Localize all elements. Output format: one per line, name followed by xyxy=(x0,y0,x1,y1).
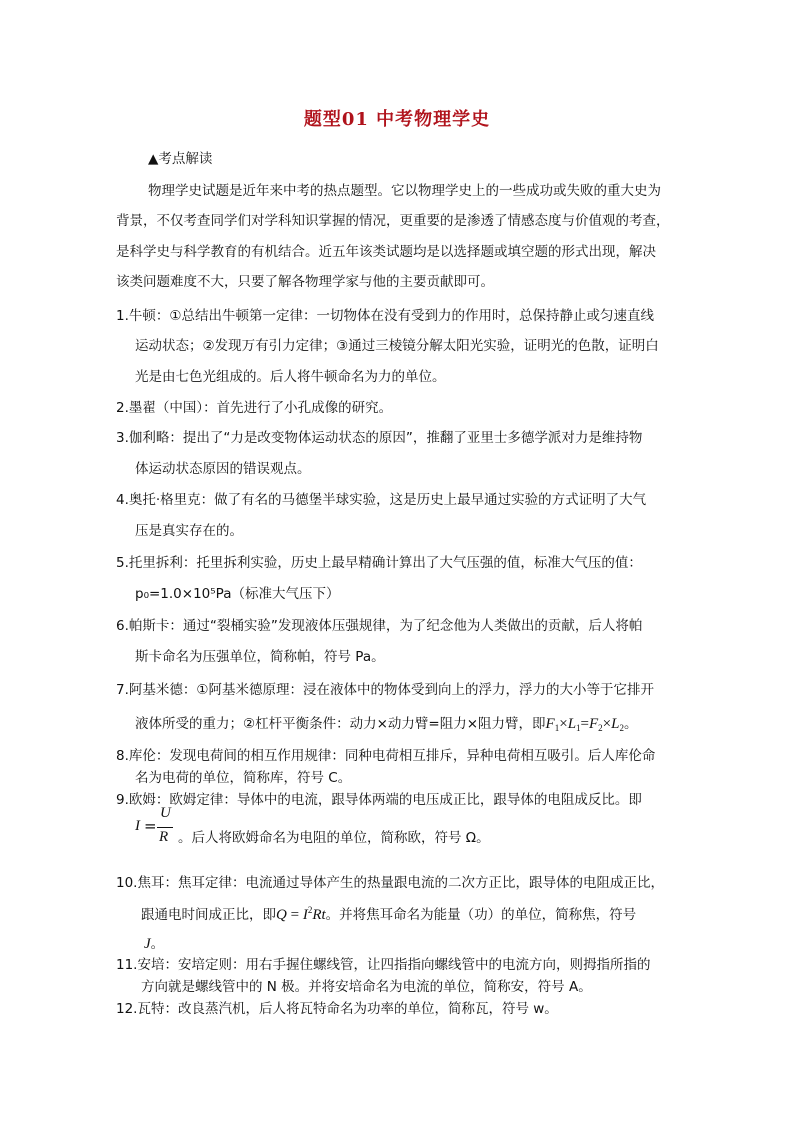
item-4-line-1: 4.奥托·格里克：做了有名的马德堡半球实验，这是历史上最早通过实验的方式证明了大气 xyxy=(116,492,647,508)
item-5-line-1: 5.托里拆利：托里拆利实验，历史上最早精确计算出了大气压强的值，标准大气压的值： xyxy=(116,555,642,571)
intro-line-1: 物理学史试题是近年来中考的热点题型。它以物理学史上的一些成功或失败的重大史为 xyxy=(148,183,661,199)
item-5-line-2: p₀=1.0×10⁵Pa（标准大气压下） xyxy=(135,586,340,602)
intro-line-3: 是科学史与科学教育的有机结合。近五年该类试题均是以选择题或填空题的形式出现，解决 xyxy=(116,244,656,260)
item-9-line-2: 。后人将欧姆命名为电阻的单位，简称欧，符号 Ω。 xyxy=(178,830,490,846)
intro-line-2: 背景，不仅考查同学们对学科知识掌握的情况，更重要的是渗透了情感态度与价值观的考查， xyxy=(116,213,670,229)
item-10-line-2: 跟通电时间成正比，即$Q = I^2Rt$。并将焦耳命名为能量（功）的单位，简称焦，符号 xyxy=(141,905,637,923)
item-9-line-1: 9.欧姆：欧姆定律：导体中的电流，跟导体两端的电压成正比，跟导体的电阻成反比。即 xyxy=(116,792,642,808)
item-11-line-1: 11.安培：安培定则：用右手握住螺线管，让四指指向螺线管中的电流方向，则拇指所指的 xyxy=(116,957,651,973)
item-2: 2.墨翟（中国）：首先进行了小孔成像的研究。 xyxy=(116,400,393,416)
item-8-line-2: 名为电荷的单位，简称库，符号 C。 xyxy=(135,770,352,786)
item-7-text: 液体所受的重力；②杠杆平衡条件：动力×动力臂=阻力×阻力臂，即 xyxy=(135,716,546,732)
section-heading: ▲考点解读 xyxy=(148,151,213,167)
ohm-formula: I = U R xyxy=(135,805,177,853)
page-title: 题型01 中考物理学史 xyxy=(303,109,491,130)
item-1-line-3: 光是由七色光组成的。后人将牛顿命名为力的单位。 xyxy=(135,369,446,385)
item-12: 12.瓦特：改良蒸汽机，后人将瓦特命名为功率的单位，简称瓦，符号 w。 xyxy=(116,1001,558,1017)
item-6-line-1: 6.帕斯卡：通过“裂桶实验”发现液体压强规律，为了纪念他为人类做出的贡献，后人将帕 xyxy=(116,618,643,634)
item-1-line-1: 1.牛顿：①总结出牛顿第一定律：一切物体在没有受到力的作用时，总保持静止或匀速直线 xyxy=(116,308,654,324)
lever-formula: $F_1\times L_1=F_2\times L_2$ xyxy=(545,716,624,733)
joule-formula: $Q = I^2Rt$ xyxy=(276,905,326,923)
intro-line-4: 该类问题难度不大，只要了解各物理学家与他的主要贡献即可。 xyxy=(116,274,494,290)
item-7-line-2: 液体所受的重力；②杠杆平衡条件：动力×动力臂=阻力×阻力臂，即$F_1\times L_1=F_2\times L_2$。 xyxy=(135,716,638,733)
item-3-line-1: 3.伽利略：提出了“力是改变物体运动状态的原因”，推翻了亚里士多德学派对力是维持物 xyxy=(116,430,643,446)
item-10-line-1: 10.焦耳：焦耳定律：电流通过导体产生的热量跟电流的二次方正比，跟导体的电阻成正比， xyxy=(116,875,664,891)
item-3-line-2: 体运动状态原因的错误观点。 xyxy=(135,461,311,477)
item-7-line-1: 7.阿基米德：①阿基米德原理：浸在液体中的物体受到向上的浮力，浮力的大小等于它排开 xyxy=(116,682,654,698)
item-10-line-3: J。 xyxy=(144,936,165,952)
item-1-line-2: 运动状态；②发现万有引力定律；③通过三棱镜分解太阳光实验，证明光的色散，证明白 xyxy=(135,338,659,354)
item-11-line-2: 方向就是螺线管中的 N 极。并将安培命名为电流的单位，简称安，符号 A。 xyxy=(141,979,592,995)
item-8-line-1: 8.库伦：发现电荷间的相互作用规律：同种电荷相互排斥，异种电荷相互吸引。后人库伦命 xyxy=(116,748,656,764)
item-4-line-2: 压是真实存在的。 xyxy=(135,523,243,539)
item-6-line-2: 斯卡命名为压强单位，简称帕，符号 Pa。 xyxy=(135,649,385,665)
